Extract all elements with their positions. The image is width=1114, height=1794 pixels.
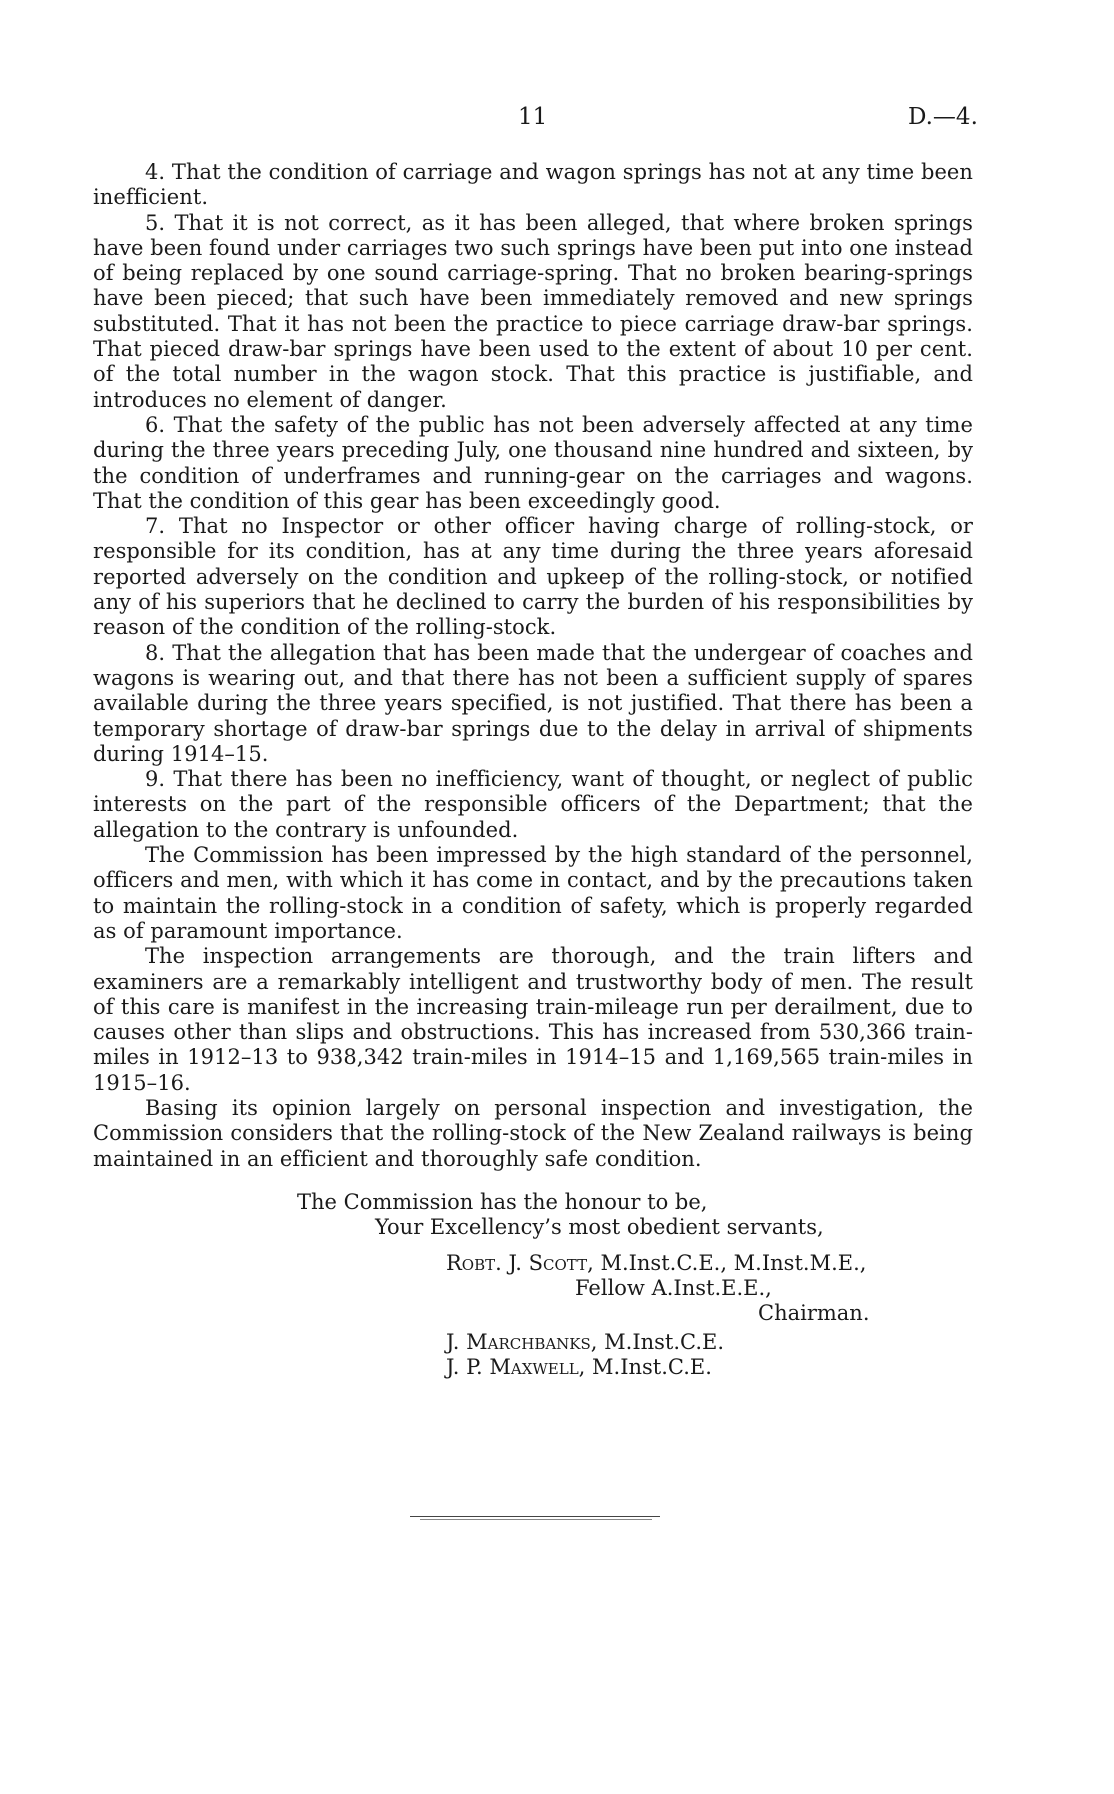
signatory-name: J. P. Maxwell, [446, 1355, 586, 1379]
signatory-chairman [446, 1251, 866, 1276]
inspection-arrangements-paragraph: The inspection arrangements are thorough, and the train lifters and examiners are a remarkably intelligent and trustworthy body of men. The result of this care is manifest in the increasing train-mileage run per derailment, due to causes other than slips and obstructions. This has increased from 530,366 train-miles in 1912–13 to 938,342 train-miles in 1914–15 and 1,169,565 train-miles in 1915–16. [93, 944, 973, 1095]
signatory-fellowship: Fellow A.Inst.E.E., [575, 1276, 772, 1300]
closing-honour-line: The Commission has the honour to be, [297, 1190, 708, 1214]
finding-paragraph-4: 4. That the condition of carriage and wagon springs has not at any time been inefficient. [93, 160, 973, 210]
finding-paragraph-7: 7. That no Inspector or other officer having charge of rolling-stock, or responsible for its condition, has at any time during the three years aforesaid reported adversely on the condition and upkeep of the rolling-stock, or notified any of his superiors that he declined to carry the burden of his responsibilities by reason of the condition of the rolling-stock. [93, 514, 973, 640]
page-header [0, 104, 1114, 134]
report-body [93, 160, 973, 1172]
signatory-name: J. Marchbanks, [446, 1330, 598, 1354]
page-number: 11 [518, 104, 548, 130]
signatory-qualifications: M.Inst.C.E. [604, 1330, 725, 1354]
finding-paragraph-9: 9. That there has been no inefficiency, want of thought, or neglect of public interests on the part of the responsible officers of the Department; that the allegation to the contrary is unfounded. [93, 767, 973, 842]
finding-paragraph-8: 8. That the allegation that has been made that the undergear of coaches and wagons is wearing out, and that there has not been a sufficient supply of spares available during the three years specified, is not justified. That there has been a temporary shortage of draw-bar springs due to the delay in arrival of shipments during 1914–15. [93, 640, 973, 766]
conclusion-paragraph: Basing its opinion largely on personal inspection and investigation, the Commission considers that the rolling-stock of the New Zealand railways is being maintained in an efficient and thoroughly safe condition. [93, 1095, 973, 1171]
signatory-name: Robt. J. Scott, [446, 1251, 594, 1275]
finding-paragraph-5: 5. That it is not correct, as it has been alleged, that where broken springs have been found under carriages two such springs have been put into one instead of being replaced by one sound carriage-spring. That no broken bearing-springs have been pieced; that such have been immediately removed and new springs substituted. That it has not been the practice to piece carriage draw-bar springs. That pieced draw-bar springs have been used to the extent of about 10 per cent. of the total number in the wagon stock. That this practice is justifiable, and introduces no element of danger. [93, 210, 973, 412]
commission-impression-paragraph: The Commission has been impressed by the high standard of the personnel, officers and men, with which it has come in contact, and by the precautions taken to maintain the rolling-stock in a condition of safety, which is properly regarded as of paramount importance. [93, 843, 973, 943]
signatory-qualifications: M.Inst.C.E. [592, 1355, 712, 1379]
closing-servants-line: Your Excellency’s most obedient servants, [375, 1215, 824, 1239]
footer-rule-secondary [420, 1519, 652, 1520]
finding-paragraph-6: 6. That the safety of the public has not been adversely affected at any time during the three years preceding July, one thousand nine hundred and sixteen, by the condition of underframes and running-gear on the carriages and wagons. That the condition of this gear has been exceedingly good. [93, 412, 973, 513]
signatory-role: Chairman. [758, 1301, 870, 1325]
signatory-member-2 [446, 1355, 712, 1380]
signatory-member-1 [446, 1330, 724, 1355]
document-reference: D.—4. [908, 104, 978, 130]
footer-rule [410, 1516, 660, 1517]
signatory-qualifications: M.Inst.C.E., M.Inst.M.E., [600, 1251, 867, 1275]
